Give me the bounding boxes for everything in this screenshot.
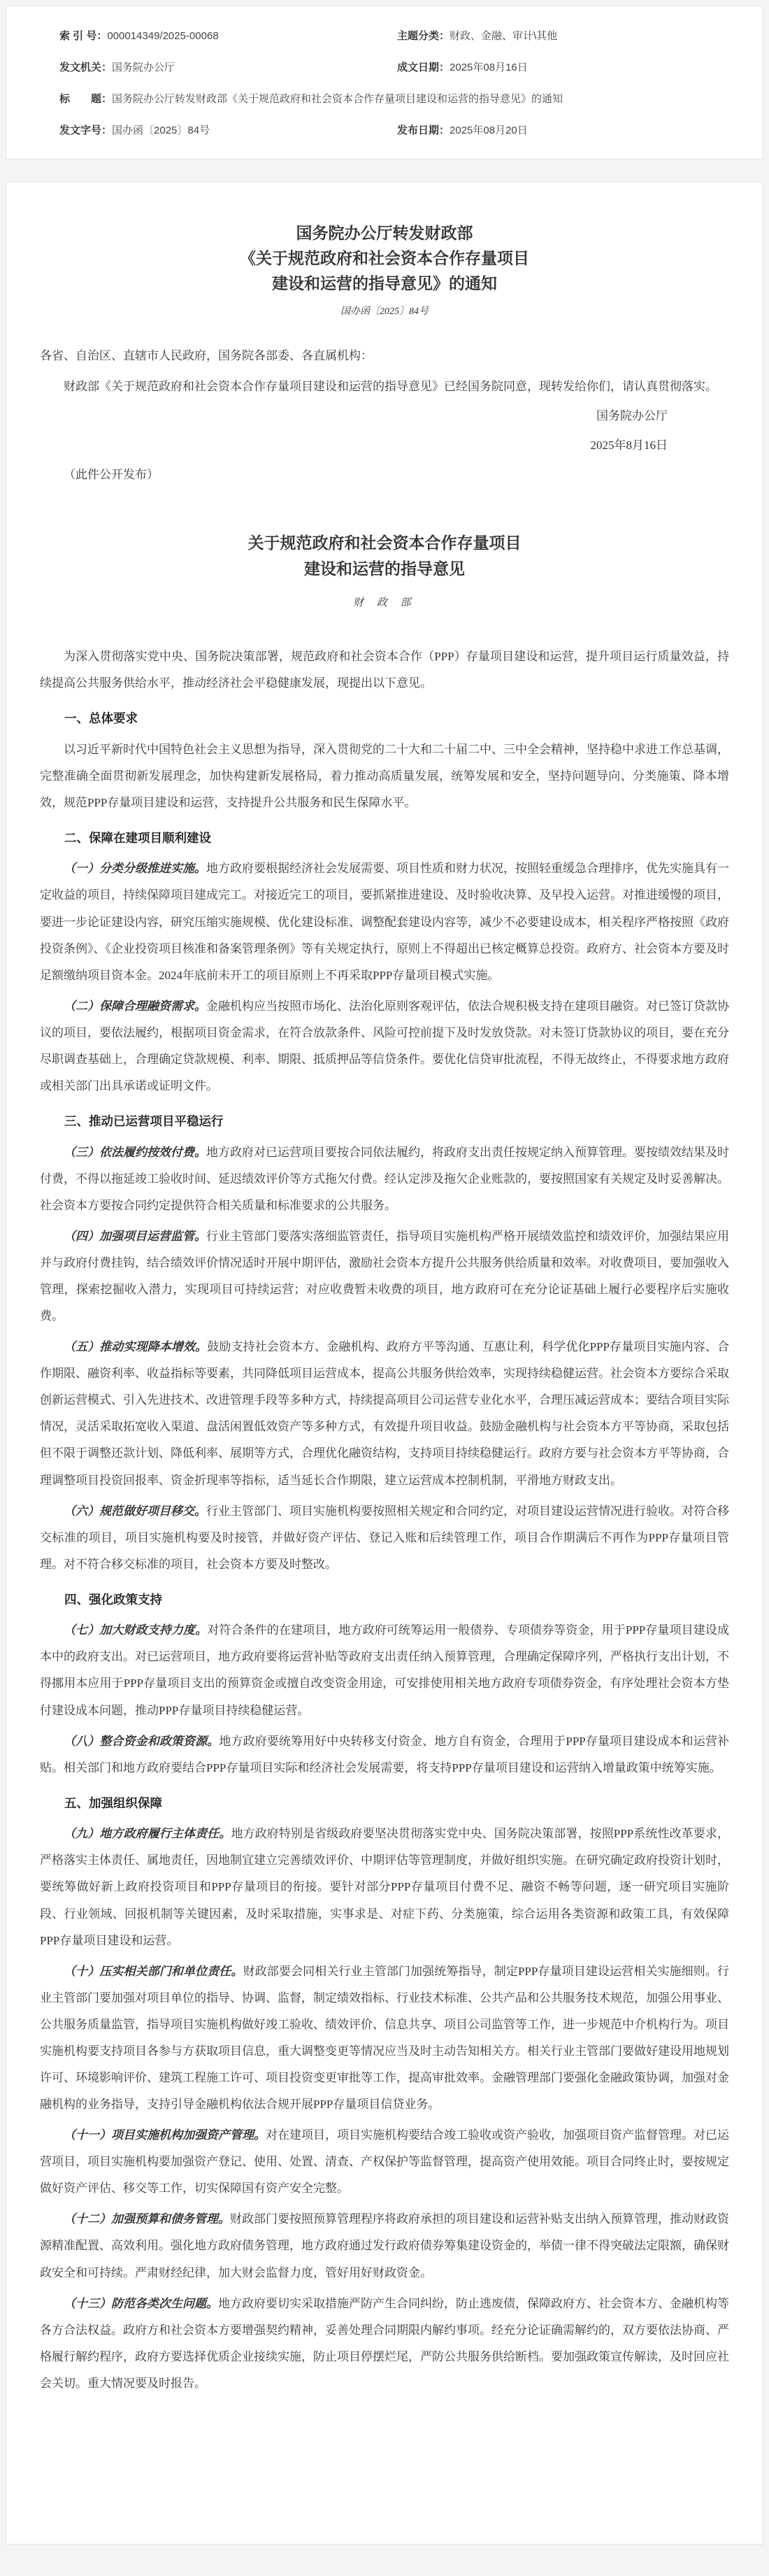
paragraph-lead: （四）加强项目运营监管。 — [64, 1229, 206, 1243]
meta-label: 成文日期： — [397, 62, 450, 73]
meta-value: 国务院办公厅 — [112, 62, 175, 73]
paragraph-lead: （一）分类分级推进实施。 — [64, 862, 206, 876]
doc-body — [40, 343, 729, 2397]
body-paragraph: （五）推动实现降本增效。鼓励支持社会资本方、金融机构、政府方平等沟通、互惠让利，科学优化PPP存量项目实施内容、合作期限、融资利率、收益指标等要素，共同降低项目运营成本，提高公共服务供给效率，实现持续稳健运营。社会资本方要综合采取创新运营模式、引入先进技术、改进管理手段等多种方式，持续提高项目公司运营专业化水平，合理压减运营成本；要结合项目实际情况，灵活采取拓宽收入渠道、盘活闲置低效资产等多种方式，有效提升项目收益。鼓励金融机构与社会资本方平等协商，采取包括但不限于调整还款计划、降低利率、展期等方式，合理优化融资结构，支持项目持续稳健运行。政府方要与社会资本方平等协商，合理调整项目投资回报率、资金折现率等指标，适当延长合作期限，建立运营成本控制机制，平滑地方财政支出。 — [40, 1340, 729, 1487]
section-heading: 一、总体要求 — [64, 711, 138, 726]
paragraph-lead: （八）整合资金和政策资源。 — [64, 1734, 220, 1748]
opinion-title — [40, 530, 729, 582]
body-paragraph: （十三）防范各类次生问题。地方政府要切实采取措施严防产生合同纠纷，防止逃废债，保障政府方、社会资本方、金融机构等各方合法权益。政府方和社会资本方要增强契约精神，妥善处理合同期限内解约事项。经充分论证确需解约的，双方要依法协商、严格履行解约程序，政府方要选择优质企业接续实施，防止项目停摆烂尾，严防公共服务供给断档。要加强政策宣传解读，及时回应社会关切。重大情况要及时报告。 — [40, 2296, 729, 2390]
section-heading: 四、强化政策支持 — [64, 1592, 162, 1607]
paragraph-lead: （九）地方政府履行主体责任。 — [64, 1827, 231, 1841]
meta-cell — [59, 115, 397, 146]
opinion-title-line-1: 关于规范政府和社会资本合作存量项目 — [247, 534, 522, 553]
opinion-sections — [40, 705, 729, 2397]
section-heading: 三、推动已运营项目平稳运行 — [64, 1114, 224, 1129]
body-paragraph: （十二）加强预算和债务管理。财政部门要按照预算管理程序将政府承担的项目建设和运营补贴支出纳入预算管理，推动财政资源精准配置、高效利用。强化地方政府债务管理，地方政府通过发行政府债券筹集建设资金的，举债一律不得突破法定限额，确保财政安全和可持续。严肃财经纪律，加大财会监督力度，管好用好财政资金。 — [40, 2212, 729, 2279]
paragraph-lead: （七）加大财政支持力度。 — [64, 1623, 208, 1637]
publish-note: （此件公开发布） — [64, 468, 159, 482]
document-card — [6, 182, 763, 2545]
meta-cell — [59, 52, 397, 83]
meta-value: 国务院办公厅转发财政部《关于规范政府和社会资本合作存量项目建设和运营的指导意见》的通知 — [112, 93, 563, 105]
notice-title-line-3: 建设和运营的指导意见》的通知 — [272, 275, 497, 292]
body-paragraph: （八）整合资金和政策资源。地方政府要统筹用好中央转移支付资金、地方自有资金，合理用于PPP存量项目建设成本和运营补贴。相关部门和地方政府要结合PPP存量项目实际和经济社会发展需要，将支持PPP存量项目建设和运营纳入增量政策中统筹实施。 — [40, 1734, 729, 1774]
notice-title-line-1: 国务院办公厅转发财政部 — [296, 225, 473, 242]
body-paragraph: 以习近平新时代中国特色社会主义思想为指导，深入贯彻党的二十大和二十届二中、三中全会精神，坚持稳中求进工作总基调，完整准确全面贯彻新发展理念，加快构建新发展格局，着力推动高质量发展，统筹发展和安全，坚持问题导向、分类施策、降本增效，规范PPP存量项目建设和运营，支持提升公共服务和民生保障水平。 — [40, 742, 729, 809]
meta-label: 标 题： — [59, 93, 113, 105]
body-paragraph: （六）规范做好项目移交。行业主管部门、项目实施机构要按照相关规定和合同约定，对项目建设运营情况进行验收。对符合移交标准的项目，项目实施机构要及时接管，并做好资产评估、登记入账和后续管理工作，项目合作期满后不再作为PPP存量项目管理。对不符合移交标准的项目，社会资本方要及时整改。 — [40, 1504, 729, 1571]
meta-row — [59, 83, 735, 115]
meta-label: 发布日期： — [397, 124, 450, 136]
meta-value: 财政、金融、审计\其他 — [450, 30, 558, 42]
section-heading: 五、加强组织保障 — [64, 1795, 162, 1810]
meta-cell — [397, 20, 735, 52]
meta-label: 索 引 号： — [59, 30, 108, 42]
paragraph-lead: （五）推动实现降本增效。 — [64, 1340, 208, 1354]
paragraph-lead: （三）依法履约按效付费。 — [64, 1145, 206, 1159]
paragraph-lead: （六）规范做好项目移交。 — [64, 1504, 206, 1518]
document-meta-card — [6, 6, 763, 159]
body-paragraph: （七）加大财政支持力度。对符合条件的在建项目，地方政府可统筹运用一般债券、专项债券等资金，用于PPP存量项目建设成本中的政府支出。对已运营项目，地方政府要将运营补贴等政府支出责任纳入预算管理，合理确定保障序列，严格执行支出计划，不得挪用本应用于PPP存量项目支出的预算资金或擅自改变资金用途，可安排使用相关地方政府专项债券资金，有序处理社会资本方垫付建设成本问题，推动PPP存量项目持续稳健运营。 — [40, 1623, 729, 1717]
salutation: 各省、自治区、直辖市人民政府，国务院各部委、各直属机构： — [40, 349, 373, 362]
paragraph-lead: （十三）防范各类次生问题。 — [64, 2296, 218, 2310]
opinion-intro: 为深入贯彻落实党中央、国务院决策部署，规范政府和社会资本合作（PPP）存量项目建设和运营，提升项目运行质量效益，持续提高公共服务供给水平，推动经济社会平稳健康发展，现提出以下意见。 — [40, 649, 729, 690]
meta-row — [59, 52, 735, 83]
meta-label: 发文机关： — [59, 62, 113, 73]
paragraph-lead: （十）压实相关部门和单位责任。 — [64, 1964, 243, 1978]
body-paragraph: （二）保障合理融资需求。金融机构应当按照市场化、法治化原则客观评估，依法合规积极支持在建项目融资。对已签订贷款协议的项目，要依法履约，根据项目资金需求，在符合放款条件、风险可控前提下及时发放贷款。对未签订贷款协议的项目，要在充分尽职调查基础上，合理确定贷款规模、利率、期限、抵质押品等信贷条件。要优化信贷审批流程，不得无故终止，不得要求地方政府或相关部门出具承诺或证明文件。 — [40, 999, 729, 1093]
meta-rows — [59, 20, 735, 146]
body-paragraph: （四）加强项目运营监管。行业主管部门要落实落细监管责任，指导项目实施机构严格开展绩效监控和绩效评价，加强结果应用并与政府付费挂钩，结合绩效评价情况适时开展中期评估，激励社会资本方提升公共服务供给质量和效率。对收费项目，要加强收入管理，探索挖掘收入潜力，实现项目可持续运营；对应收费暂未收费的项目，地方政府可在充分论证基础上履行必要程序后实施收费。 — [40, 1229, 729, 1323]
meta-cell — [397, 115, 735, 146]
meta-cell — [59, 20, 397, 52]
body-paragraph: （九）地方政府履行主体责任。地方政府特别是省级政府要坚决贯彻落实党中央、国务院决策部署，按照PPP系统性改革要求，严格落实主体责任、属地责任，因地制宜建立完善绩效评价、中期评估等管理制度，并做好组织实施。在研究确定政府投资计划时，要统筹做好新上政府投资项目和PPP存量项目的衔接。要针对部分PPP存量项目付费不足、融资不畅等问题，逐一研究项目实施阶段、行业领域、回报机制等关键因素，及时采取措施，实事求是、对症下药、分类施策，综合运用各类资源和政策工具，有效保障PPP存量项目建设和运营。 — [40, 1827, 729, 1947]
meta-cell — [397, 52, 735, 83]
notice-title — [40, 221, 729, 297]
meta-value: 2025年08月20日 — [450, 124, 528, 136]
body-paragraph: （一）分类分级推进实施。地方政府要根据经济社会发展需要、项目性质和财力状况，按照轻重缓急合理排序，优先实施具有一定收益的项目，持续保障项目建成完工。对接近完工的项目，要抓紧推进建设、及时验收决算、及早投入运营。对推进缓慢的项目，要进一步论证建设内容，研究压缩实施规模、优化建设标准、调整配套建设内容等，减少不必要建设成本，相关程序严格按照《政府投资条例》、《企业投资项目核准和备案管理条例》等有关规定执行，原则上不得超出已核定概算总投资。政府方、社会资本方要及时足额缴纳项目资本金。2024年底前未开工的项目原则上不再采取PPP存量项目模式实施。 — [40, 862, 729, 982]
body-paragraph: （十一）项目实施机构加强资产管理。对在建项目，项目实施机构要结合竣工验收或资产验收，加强项目资产监督管理。对已运营项目，项目实施机构要加强资产登记、使用、处置、清查、产权保护等监督管理，提高资产使用效能。项目合同终止时，要按规定做好资产评估、移交等工作，切实保障国有资产安全完整。 — [40, 2128, 729, 2196]
paragraph-lead: （十一）项目实施机构加强资产管理。 — [64, 2128, 266, 2142]
notice-title-line-2: 《关于规范政府和社会资本合作存量项目 — [240, 250, 529, 267]
meta-row — [59, 115, 735, 146]
meta-label: 发文字号： — [59, 124, 113, 136]
signer: 国务院办公厅 — [596, 409, 668, 423]
meta-label: 主题分类： — [397, 30, 450, 42]
meta-row — [59, 20, 735, 52]
opinion-title-line-2: 建设和运营的指导意见 — [304, 560, 465, 578]
body-paragraph: （十）压实相关部门和单位责任。财政部要会同相关行业主管部门加强统筹指导，制定PPP存量项目建设运营相关实施细则。行业主管部门要加强对项目单位的指导、协调、监督，制定绩效指标、行业技术标准、公共产品和公共服务技术规范，加强公用事业、公共服务质量监管，指导项目实施机构做好竣工验收、绩效评价、信息共享、项目公司监管等工作，进一步规范中介机构行为。项目实施机构要支持项目各参与方获取项目信息，重大调整变更等情况应当及时主动告知相关方。相关行业主管部门要做好建设用地规划许可、环境影响评价、建筑工程施工许可、项目投资变更审批等工作，提高审批效率。金融管理部门要强化金融政策协调，加强对金融机构的业务指导，支持引导金融机构依法合规开展PPP存量项目信贷业务。 — [40, 1964, 729, 2112]
meta-value: 国办函〔2025〕84号 — [112, 124, 210, 136]
paragraph-lead: （十二）加强预算和债务管理。 — [64, 2212, 230, 2226]
notice-body-paragraph: 财政部《关于规范政府和社会资本合作存量项目建设和运营的指导意见》已经国务院同意，现转发给你们，请认真贯彻落实。 — [64, 380, 717, 394]
meta-value: 000014349/2025-00068 — [107, 30, 219, 42]
opinion-body — [40, 643, 729, 2397]
meta-value: 2025年08月16日 — [450, 62, 528, 73]
meta-cell — [59, 83, 735, 115]
paragraph-lead: （二）保障合理融资需求。 — [64, 999, 206, 1013]
opinion-author: 财 政 部 — [352, 597, 416, 609]
doc-number: 国办函〔2025〕84号 — [340, 306, 429, 317]
section-heading: 二、保障在建项目顺利建设 — [64, 830, 211, 845]
sign-date: 2025年8月16日 — [590, 439, 668, 453]
body-paragraph: （三）依法履约按效付费。地方政府对已运营项目要按合同依法履约，将政府支出责任按规定纳入预算管理。要按绩效结果及时付费，不得以拖延竣工验收时间、延迟绩效评价等方式拖欠付费。经认定涉及拖欠企业账款的，要按照国家有关规定及时妥善解决。社会资本方要按合同约定提供符合相关质量和标准要求的公共服务。 — [40, 1145, 729, 1212]
